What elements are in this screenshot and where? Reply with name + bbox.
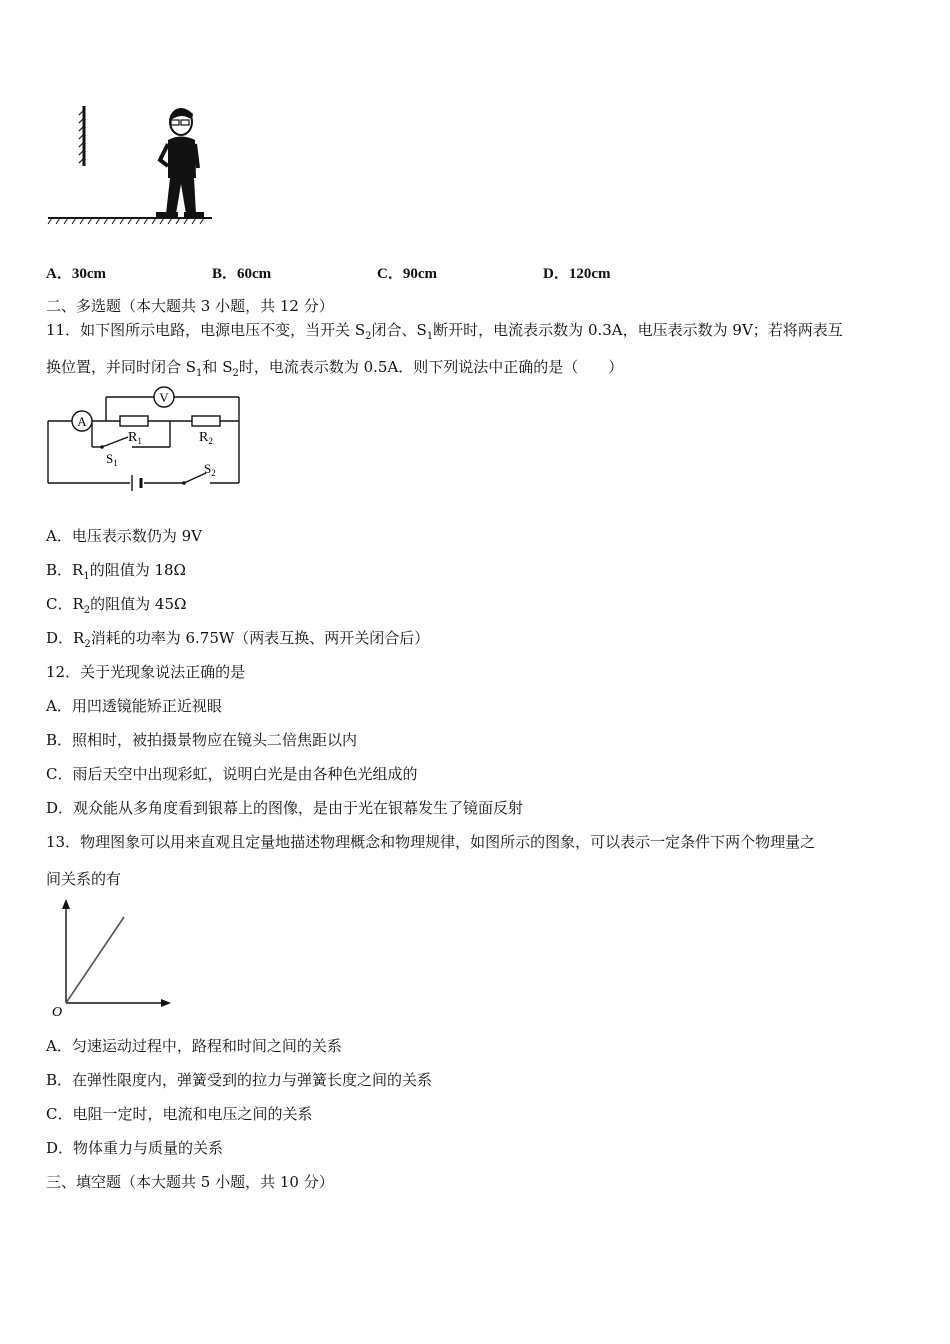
q13-option-a[interactable]: A．匀速运动过程中，路程和时间之间的关系 (46, 1037, 342, 1055)
q11-option-c[interactable]: C．$R_2$的阻值为 45Ω (46, 595, 187, 616)
q10-option-b[interactable]: B．60cm (212, 266, 272, 282)
q13-stem-line1: 13．物理图象可以用来直观且定量地描述物理概念和物理规律，如图所示的图象，可以表示一定条件下两个物理量之 (46, 833, 816, 851)
q13-option-d[interactable]: D．物体重力与质量的关系 (46, 1139, 224, 1157)
q13-stem-line2: 间关系的有 (46, 870, 122, 888)
voltmeter-label: V (159, 390, 169, 405)
q11-stem-line2: 换位置，并同时闭合 $S_1$和 $S_2$时，电流表示数为 0.5A．则下列说法中正确的是（ ） (46, 358, 624, 379)
svg-text:R1: $R_1$ (128, 430, 142, 446)
svg-text:S1: $S_1$ (106, 451, 118, 468)
q10-option-d[interactable]: D．120cm (543, 266, 611, 282)
q13-option-c[interactable]: C．电阻一定时，电流和电压之间的关系 (46, 1105, 313, 1123)
svg-text:S2: $S_2$ (204, 461, 216, 478)
q12-option-c[interactable]: C．雨后天空中出现彩虹，说明白光是由各种色光组成的 (46, 765, 418, 783)
q11-option-b[interactable]: B．$R_1$的阻值为 18Ω (46, 561, 186, 582)
svg-text:R2: $R_2$ (199, 430, 213, 446)
section3-title: 三、填空题（本大题共 5 小题，共 10 分） (46, 1173, 334, 1191)
ammeter-label: A (77, 414, 87, 429)
q12-option-a[interactable]: A．用凹透镜能矫正近视眼 (46, 697, 222, 715)
q11-option-a[interactable]: A．电压表示数仍为 9V (46, 527, 202, 545)
q12-stem: 12．关于光现象说法正确的是 (46, 663, 246, 681)
origin-label: O (52, 1005, 63, 1020)
mirror-person-figure (44, 100, 219, 230)
q12-option-b[interactable]: B．照相时，被拍摄景物应在镜头二倍焦距以内 (46, 731, 358, 749)
section2-title: 二、多选题（本大题共 3 小题，共 12 分） (46, 297, 334, 315)
q11-circuit-diagram (44, 385, 244, 495)
q12-option-d[interactable]: D．观众能从多角度看到银幕上的图像，是由于光在银幕发生了镜面反射 (46, 799, 524, 817)
q11-stem-line1: 11．如下图所示电路，电源电压不变，当开关 $S_2$闭合、$S_1$断开时，电流表示数为 0.3A，电压表示数为 9V；若将两表互 (46, 321, 843, 342)
q10-option-a[interactable]: A．30cm (46, 266, 106, 282)
q10-option-c[interactable]: C．90cm (377, 266, 437, 282)
q11-option-d[interactable]: D．$R_2$消耗的功率为 6.75W（两表互换、两开关闭合后） (46, 629, 430, 650)
q13-option-b[interactable]: B．在弹性限度内，弹簧受到的拉力与弹簧长度之间的关系 (46, 1071, 433, 1089)
q13-linear-graph (44, 895, 179, 1020)
